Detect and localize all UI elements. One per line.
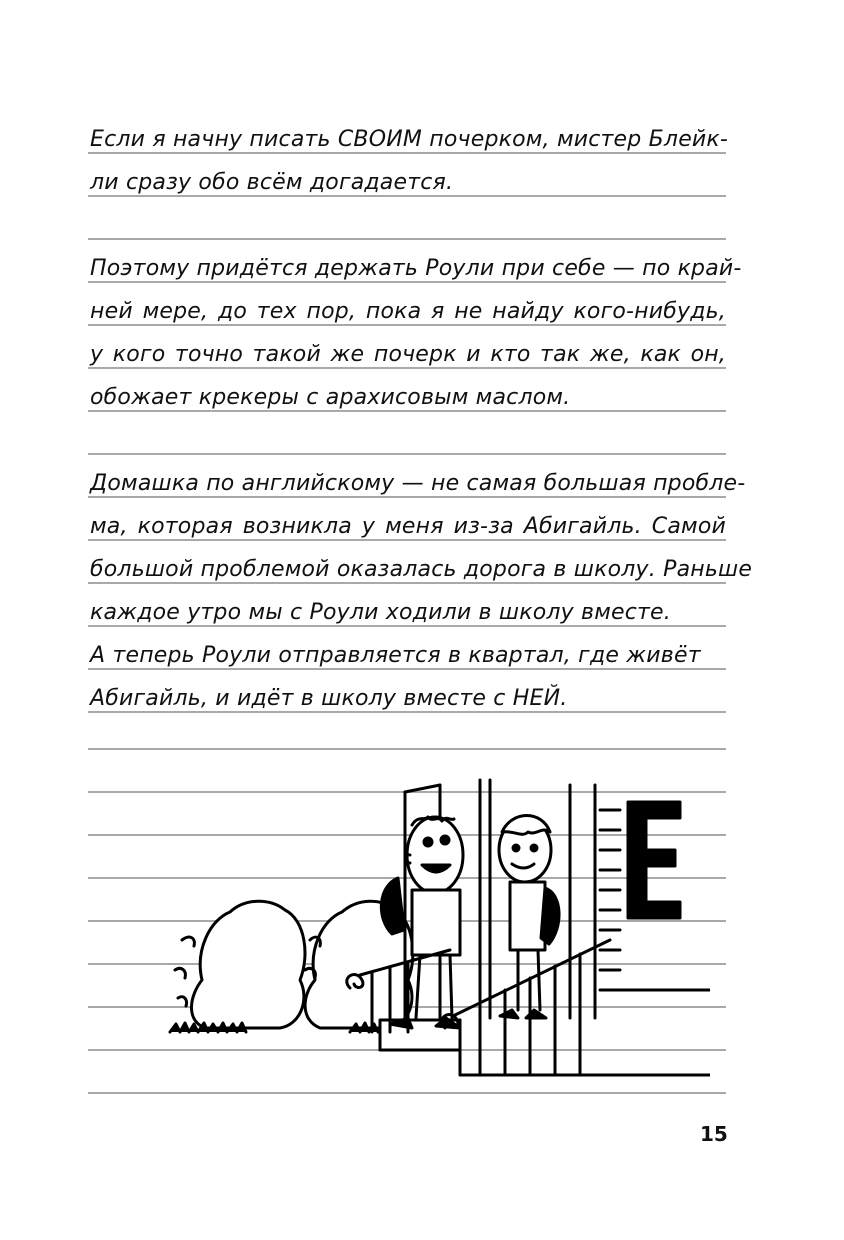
ruled-line xyxy=(88,1092,726,1094)
text-line: А теперь Роули отправляется в квартал, где живёт xyxy=(90,643,701,668)
text-line: Абигайль, и идёт в школу вместе с НЕЙ. xyxy=(90,686,568,711)
text-line: ма, которая возникла у меня из-за Абигайль. Самой xyxy=(90,514,726,539)
text-line: каждое утро мы с Роули ходили в школу вместе. xyxy=(90,600,671,625)
ruled-line xyxy=(88,238,726,240)
text-line: обожает крекеры с арахисовым маслом. xyxy=(90,385,571,410)
text-line: ли сразу обо всём догадается. xyxy=(90,170,454,195)
text-line: ней мере, до тех пор, пока я не найду кого-нибудь, xyxy=(90,299,726,324)
page-number: 15 xyxy=(700,1122,728,1146)
ruled-line xyxy=(88,748,726,750)
doorstep-illustration xyxy=(150,770,710,1090)
wall-letter-e xyxy=(628,802,680,918)
text-line: большой проблемой оказалась дорога в школу. Раньше xyxy=(90,557,753,582)
text-line: Домашка по английскому — не самая большая пробле- xyxy=(90,471,746,496)
text-line: Поэтому придётся держать Роули при себе — по край- xyxy=(90,256,742,281)
ruled-line xyxy=(88,453,726,455)
bush-left xyxy=(175,901,305,1028)
steps xyxy=(380,1020,710,1075)
text-line: Если я начну писать СВОИМ почерком, мистер Блейк- xyxy=(90,127,729,152)
text-line: у кого точно такой же почерк и кто так же, как он, xyxy=(90,342,726,367)
house-siding xyxy=(600,810,710,990)
